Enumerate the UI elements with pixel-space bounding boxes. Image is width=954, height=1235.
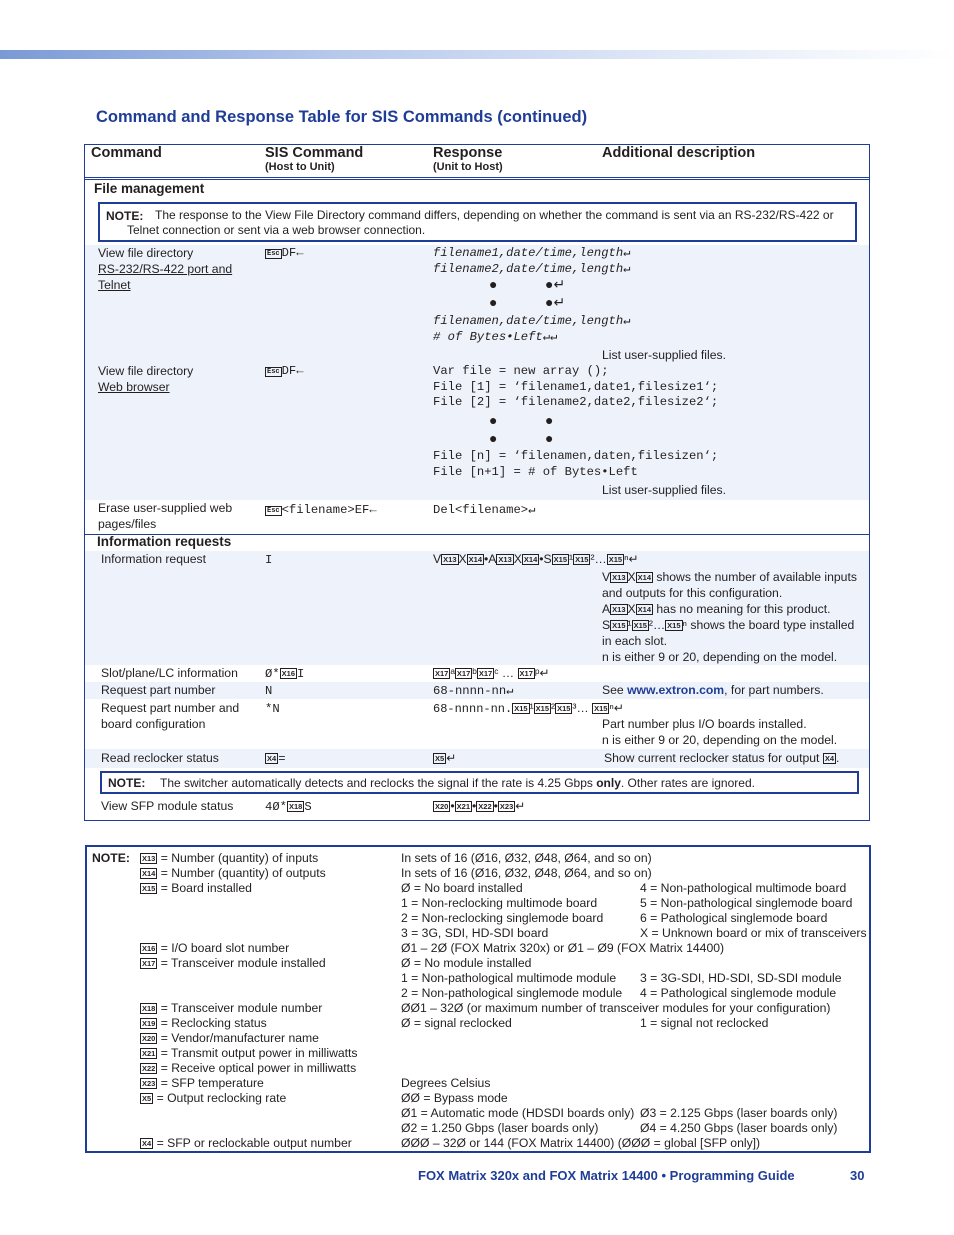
row-view-dir-serial: [98, 245, 232, 293]
note-text-line1: The response to the View File Directory command differs, depending on whether the command is sent via an RS-232/RS-422 or: [155, 208, 834, 222]
desc-pre: See: [602, 683, 628, 697]
header-divider: [85, 179, 869, 180]
val-x17c: 3 = 3G-SDI, HD-SDI, SD-SDI module: [640, 971, 842, 985]
val-x5d: Ø2 = 1.250 Gbps (laser boards only): [401, 1121, 599, 1135]
cmd-label: View file directory: [98, 364, 194, 378]
bullet-icon: ●↵: [545, 276, 566, 292]
table-header: [85, 145, 869, 178]
row-view-dir-web: [98, 363, 193, 395]
footer-title: FOX Matrix 320x and FOX Matrix 14400 • Programming Guide: [418, 1168, 795, 1183]
val-x15d: 5 = Non-pathological singlemode board: [640, 896, 853, 910]
note-pre: The switcher automatically detects and reclocks the signal if the rate is 4.25 Gbps: [160, 776, 597, 790]
sis-text: DF←: [281, 364, 304, 378]
resp-line: File [2] = ‘filename2,date2,filesize2‘;: [433, 395, 719, 409]
extron-link[interactable]: www.extron.com: [627, 683, 725, 697]
link-web-browser[interactable]: Web browser: [98, 380, 170, 394]
desc-view-dir-web: List user-supplied files.: [602, 483, 726, 497]
resp-erase-files: Del<filename>↵: [433, 503, 536, 517]
desc-post: , for part numbers.: [724, 683, 824, 697]
cmd-label: Erase user-supplied web: [98, 501, 233, 515]
esc-key-icon: Esc: [267, 368, 280, 376]
page-number: 30: [850, 1168, 865, 1183]
val-x15e: 2 = Non-reclocking singlemode board: [401, 911, 604, 925]
cmd-label: Request part number and: [101, 701, 240, 715]
val-x5b: Ø1 = Automatic mode (HDSDI boards only): [401, 1106, 635, 1120]
resp-text: 68-nnnn-nn.: [433, 702, 513, 716]
val-x5a: ØØ = Bypass mode: [401, 1091, 508, 1105]
sis-text-end: I: [297, 667, 305, 681]
section-file-management: File management: [94, 181, 205, 196]
bullet-icon: ●: [489, 276, 498, 292]
header-response-label: Response: [433, 145, 503, 161]
cmd-label: board configuration: [101, 717, 206, 731]
header-gradient-bar: [0, 50, 954, 59]
bullet-icon: ●: [545, 412, 554, 428]
resp-info-request: V X13 X X14 •A X13 X X14 •S X15 ¹ X15 ²… X15 ⁿ↵: [433, 552, 639, 566]
val-x17b: 1 = Non-pathological multimode module: [401, 971, 617, 985]
desc-part-number: [602, 682, 824, 698]
desc-text: Show current reclocker status for output: [604, 751, 820, 765]
resp-line: filename1,date/time,length↵: [433, 246, 631, 260]
desc-line: shows the board type installed: [690, 618, 855, 632]
var-x13: X13 = Number (quantity) of inputs: [142, 851, 319, 865]
desc-view-dir-serial: List user-supplied files.: [602, 348, 726, 362]
resp-line: filename2,date/time,length↵: [433, 261, 631, 276]
header-desc: [602, 145, 755, 161]
resp-line: File [n+1] = # of Bytes•Left: [433, 464, 638, 479]
val-x18: ØØ1 – 32Ø (or maximum number of transceiver modules for your configuration): [401, 1001, 831, 1015]
bullet-icon: ●: [545, 430, 554, 446]
cmd-sfp-status: View SFP module status: [101, 799, 234, 813]
resp-view-dir-web: [433, 364, 718, 411]
sis-erase-files: [265, 502, 377, 518]
sis-part-number: N: [265, 684, 273, 698]
val-x13: In sets of 16 (Ø16, Ø32, Ø48, Ø64, and so on): [401, 851, 652, 865]
note-bold: only: [596, 776, 621, 790]
var-x22: X22 = Receive optical power in milliwatts: [142, 1061, 357, 1075]
var-x17: X17 = Transceiver module installed: [142, 956, 326, 970]
resp-part-number: 68-nnnn-nn↵: [433, 684, 514, 698]
var-text: = Board installed: [160, 881, 252, 895]
sis-text: 4Ø*: [265, 800, 287, 814]
page-title: Command and Response Table for SIS Commands (continued): [96, 108, 588, 126]
note-post: . Other rates are ignored.: [620, 776, 755, 790]
sis-part-config: *N: [265, 702, 280, 716]
variables-note: [85, 845, 871, 1153]
var-text: = Output reclocking rate: [156, 1091, 287, 1105]
desc-line: and outputs for this configuration.: [602, 586, 783, 600]
bullet-icon: ●: [489, 412, 498, 428]
val-x17e: 4 = Pathological singlemode module: [640, 986, 837, 1000]
val-x17d: 2 = Non-pathological singlemode module: [401, 986, 623, 1000]
sis-view-dir-web: [265, 363, 304, 379]
desc-part-config: [602, 717, 837, 748]
header-command-label: Command: [91, 145, 162, 161]
cmd-part-number: Request part number: [101, 683, 216, 697]
var-x5: X5 = Output reclocking rate: [142, 1091, 287, 1105]
sis-text: <filename>EF←: [281, 503, 377, 517]
var-x19: X19 = Reclocking status: [142, 1016, 267, 1030]
val-x4: ØØØ – 32Ø or 144 (FOX Matrix 14400) (ØØØ = global [SFP only]): [401, 1136, 761, 1150]
row-erase-files: [98, 500, 232, 532]
var-text: = Transmit output power in milliwatts: [160, 1046, 358, 1060]
sis-view-dir-serial: [265, 245, 304, 261]
sis-info-request: I: [265, 553, 273, 567]
bullet-icon: ●: [489, 294, 498, 310]
note-label: NOTE:: [92, 851, 130, 865]
val-x15h: X = Unknown board or mix of transceivers: [640, 926, 867, 940]
resp-view-dir-serial-end: [433, 314, 631, 345]
var-text: = I/O board slot number: [160, 941, 290, 955]
cmd-slot-info: Slot/plane/LC information: [101, 666, 238, 680]
sis-slot-info: Ø* X16 I: [265, 667, 305, 681]
sis-text-end: S: [304, 800, 312, 814]
desc-line: Part number plus I/O boards installed.: [602, 717, 807, 731]
header-response-sub: (Unit to Host): [433, 161, 503, 173]
var-text: = Number (quantity) of outputs: [160, 866, 326, 880]
desc-line: has no meaning for this product.: [656, 602, 831, 616]
sis-text: Ø*: [265, 667, 280, 681]
header-command: [91, 145, 162, 161]
var-text: = Reclocking status: [160, 1016, 267, 1030]
note-label: NOTE:: [108, 776, 146, 790]
sis-sfp-status: 4Ø* X18 S: [265, 800, 312, 814]
resp-part-config: 68-nnnn-nn. X15 ¹ X15 ² X15 ³… X15 ⁿ↵: [433, 701, 625, 716]
val-x15c: 1 = Non-reclocking multimode board: [401, 896, 598, 910]
resp-view-dir-serial: [433, 246, 631, 277]
header-sis-sub: (Host to Unit): [265, 161, 335, 173]
val-x23: Degrees Celsius: [401, 1076, 491, 1090]
resp-line: File [n] = ‘filenamen,daten,filesizen‘;: [433, 449, 719, 463]
val-x15g: 3 = 3G, SDI, HD-SDI board: [401, 926, 549, 940]
val-x19a: Ø = signal reclocked: [401, 1016, 512, 1030]
sis-text: DF←: [281, 246, 304, 260]
var-text: = Vendor/manufacturer name: [160, 1031, 319, 1045]
var-text: = Number (quantity) of inputs: [160, 851, 319, 865]
desc-line: n is either 9 or 20, depending on the model.: [602, 650, 838, 664]
var-x21: X21 = Transmit output power in milliwatts: [142, 1046, 358, 1060]
note-text-line2: Telnet connection or sent via a web browser connection.: [127, 223, 426, 237]
resp-line: filenamen,date/time,length↵: [433, 314, 631, 328]
var-x20: X20 = Vendor/manufacturer name: [142, 1031, 319, 1045]
var-x18: X18 = Transceiver module number: [142, 1001, 323, 1015]
note-box-file-directory: [98, 202, 857, 242]
desc-reclock-status: Show current reclocker status for output X4 .: [604, 751, 840, 765]
sis-command-table: [84, 144, 870, 821]
note-box-reclock: [100, 771, 859, 794]
link-telnet[interactable]: Telnet: [98, 278, 131, 292]
cmd-info-request: Information request: [101, 552, 207, 566]
var-x4: X4 = SFP or reclockable output number: [142, 1136, 352, 1150]
var-x14: X14 = Number (quantity) of outputs: [142, 866, 326, 880]
header-desc-label: Additional description: [602, 145, 756, 161]
var-text: = Receive optical power in milliwatts: [160, 1061, 357, 1075]
resp-reclock-status: X5 ↵: [435, 751, 457, 765]
val-x19b: 1 = signal not reclocked: [640, 1016, 769, 1030]
var-x16: X16 = I/O board slot number: [142, 941, 290, 955]
cmd-part-config: [101, 700, 239, 732]
var-text: = Transceiver module number: [160, 1001, 323, 1015]
resp-view-dir-web-end: [433, 449, 718, 480]
val-x5c: Ø3 = 2.125 Gbps (laser boards only): [640, 1106, 838, 1120]
resp-sfp-status: X20 • X21 • X22 • X23 ↵: [435, 799, 526, 813]
sis-reclock-status: X4 =: [267, 752, 286, 766]
cmd-label: View file directory: [98, 246, 194, 260]
header-sis-label: SIS Command: [265, 145, 364, 161]
var-text: = SFP or reclockable output number: [156, 1136, 352, 1150]
var-x15: X15 = Board installed: [142, 881, 252, 895]
val-x15a: Ø = No board installed: [401, 881, 523, 895]
val-x5e: Ø4 = 4.250 Gbps (laser boards only): [640, 1121, 838, 1135]
bullet-icon: ●: [489, 430, 498, 446]
sis-text: =: [278, 752, 286, 766]
val-x17a: Ø = No module installed: [401, 956, 532, 970]
header-response: [433, 145, 503, 173]
section-information-requests: Information requests: [97, 534, 232, 549]
desc-info-request: V X13 X X14 shows the number of available inputs and outputs for this configuration. A X13 X X14 has no meaning for this product. S X15 ¹ X15 ²… X15 ⁿ shows the board type installed in each slot. n is either 9 or 20, depending on the model.: [602, 570, 857, 664]
var-text: = SFP temperature: [160, 1076, 264, 1090]
val-x16: Ø1 – 2Ø (FOX Matrix 320x) or Ø1 – Ø9 (FOX Matrix 14400): [401, 941, 725, 955]
val-x15f: 6 = Pathological singlemode board: [640, 911, 828, 925]
var-x23: X23 = SFP temperature: [142, 1076, 264, 1090]
resp-line: Var file = new array ();: [433, 364, 609, 378]
val-x15b: 4 = Non-pathological multimode board: [640, 881, 847, 895]
esc-key-icon: Esc: [267, 507, 280, 515]
desc-line: n is either 9 or 20, depending on the model.: [602, 732, 838, 747]
note-label: NOTE:: [106, 209, 144, 223]
bullet-icon: ●↵: [545, 294, 566, 310]
note-text: [160, 776, 755, 791]
link-rs232[interactable]: RS-232/RS-422 port and: [98, 262, 233, 276]
cmd-reclock-status: Read reclocker status: [101, 751, 219, 765]
val-x14: In sets of 16 (Ø16, Ø32, Ø48, Ø64, and so on): [401, 866, 652, 880]
cmd-label: pages/files: [98, 517, 157, 531]
var-text: = Transceiver module installed: [160, 956, 326, 970]
desc-line: shows the number of available inputs: [656, 570, 857, 584]
resp-line: File [1] = ‘filename1,date1,filesize1‘;: [433, 379, 719, 394]
resp-line: # of Bytes•Left↵↵: [433, 329, 558, 344]
header-sis: [265, 145, 363, 173]
desc-line: in each slot.: [602, 634, 668, 648]
esc-key-icon: Esc: [267, 250, 280, 258]
resp-slot-info: X17 ᵃ X17 ᵇ X17 ᶜ … X17 ᵖ↵: [435, 666, 550, 680]
